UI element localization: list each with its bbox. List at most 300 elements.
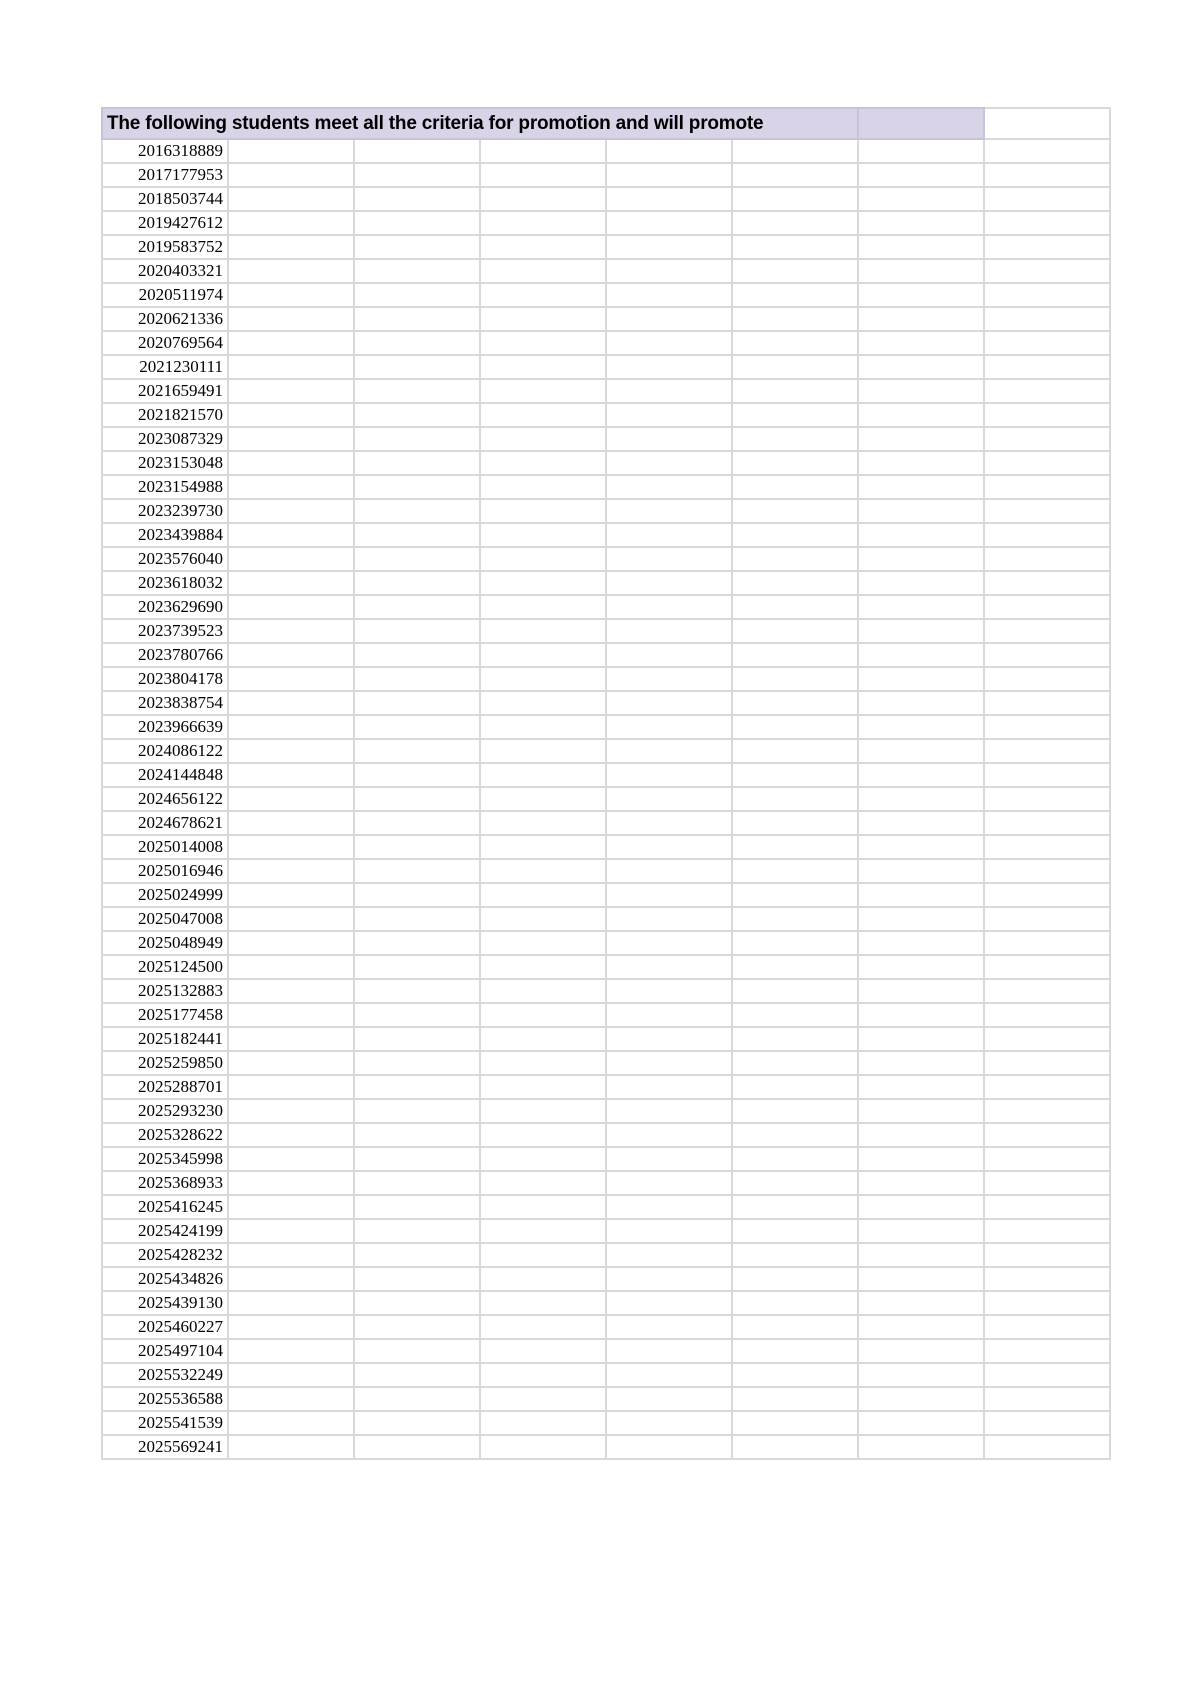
empty-cell[interactable] xyxy=(606,955,732,979)
empty-cell[interactable] xyxy=(984,523,1110,547)
student-id-cell[interactable]: 2023629690 xyxy=(102,595,228,619)
empty-cell[interactable] xyxy=(732,307,858,331)
empty-cell[interactable] xyxy=(606,691,732,715)
empty-cell[interactable] xyxy=(480,1147,606,1171)
empty-cell[interactable] xyxy=(858,259,984,283)
empty-cell[interactable] xyxy=(984,1123,1110,1147)
student-id-cell[interactable]: 2025460227 xyxy=(102,1315,228,1339)
empty-cell[interactable] xyxy=(732,715,858,739)
empty-cell[interactable] xyxy=(228,811,354,835)
empty-cell[interactable] xyxy=(228,1123,354,1147)
empty-cell[interactable] xyxy=(984,643,1110,667)
empty-cell[interactable] xyxy=(732,787,858,811)
empty-cell[interactable] xyxy=(858,979,984,1003)
empty-cell[interactable] xyxy=(606,187,732,211)
empty-cell[interactable] xyxy=(732,355,858,379)
student-id-cell[interactable]: 2020621336 xyxy=(102,307,228,331)
empty-cell[interactable] xyxy=(984,667,1110,691)
empty-cell[interactable] xyxy=(354,1075,480,1099)
empty-cell[interactable] xyxy=(228,163,354,187)
empty-cell[interactable] xyxy=(858,931,984,955)
empty-cell[interactable] xyxy=(858,955,984,979)
empty-cell[interactable] xyxy=(858,859,984,883)
empty-cell[interactable] xyxy=(480,307,606,331)
empty-cell[interactable] xyxy=(606,1051,732,1075)
empty-cell[interactable] xyxy=(984,427,1110,451)
empty-cell[interactable] xyxy=(858,1171,984,1195)
empty-cell[interactable] xyxy=(606,1219,732,1243)
empty-cell[interactable] xyxy=(606,259,732,283)
empty-cell[interactable] xyxy=(606,1387,732,1411)
empty-cell[interactable] xyxy=(858,283,984,307)
student-id-cell[interactable]: 2025345998 xyxy=(102,1147,228,1171)
empty-cell[interactable] xyxy=(732,427,858,451)
empty-cell[interactable] xyxy=(858,499,984,523)
empty-cell[interactable] xyxy=(606,1339,732,1363)
empty-cell[interactable] xyxy=(354,547,480,571)
student-id-cell[interactable]: 2023966639 xyxy=(102,715,228,739)
empty-cell[interactable] xyxy=(354,1387,480,1411)
empty-cell[interactable] xyxy=(354,1363,480,1387)
empty-cell[interactable] xyxy=(984,811,1110,835)
empty-cell[interactable] xyxy=(480,1075,606,1099)
empty-cell[interactable] xyxy=(606,1027,732,1051)
empty-cell[interactable] xyxy=(606,427,732,451)
empty-cell[interactable] xyxy=(732,691,858,715)
empty-cell[interactable] xyxy=(354,235,480,259)
empty-cell[interactable] xyxy=(858,1123,984,1147)
empty-cell[interactable] xyxy=(354,811,480,835)
empty-cell[interactable] xyxy=(354,931,480,955)
empty-cell[interactable] xyxy=(858,403,984,427)
empty-cell[interactable] xyxy=(480,187,606,211)
empty-cell[interactable] xyxy=(984,955,1110,979)
empty-cell[interactable] xyxy=(354,859,480,883)
empty-cell[interactable] xyxy=(858,235,984,259)
empty-cell[interactable] xyxy=(732,1051,858,1075)
empty-cell[interactable] xyxy=(480,739,606,763)
empty-cell[interactable] xyxy=(858,1267,984,1291)
empty-cell[interactable] xyxy=(732,163,858,187)
empty-cell[interactable] xyxy=(480,691,606,715)
empty-cell[interactable] xyxy=(228,931,354,955)
header-cell-empty[interactable] xyxy=(984,108,1110,139)
empty-cell[interactable] xyxy=(228,787,354,811)
empty-cell[interactable] xyxy=(480,379,606,403)
student-id-cell[interactable]: 2025541539 xyxy=(102,1411,228,1435)
empty-cell[interactable] xyxy=(606,235,732,259)
empty-cell[interactable] xyxy=(732,1363,858,1387)
empty-cell[interactable] xyxy=(606,763,732,787)
empty-cell[interactable] xyxy=(732,835,858,859)
empty-cell[interactable] xyxy=(732,523,858,547)
empty-cell[interactable] xyxy=(606,547,732,571)
empty-cell[interactable] xyxy=(732,571,858,595)
empty-cell[interactable] xyxy=(732,643,858,667)
empty-cell[interactable] xyxy=(228,1051,354,1075)
student-id-cell[interactable]: 2019583752 xyxy=(102,235,228,259)
empty-cell[interactable] xyxy=(732,1315,858,1339)
empty-cell[interactable] xyxy=(480,811,606,835)
empty-cell[interactable] xyxy=(984,211,1110,235)
empty-cell[interactable] xyxy=(606,883,732,907)
empty-cell[interactable] xyxy=(354,1435,480,1459)
empty-cell[interactable] xyxy=(732,1387,858,1411)
empty-cell[interactable] xyxy=(606,595,732,619)
empty-cell[interactable] xyxy=(228,451,354,475)
empty-cell[interactable] xyxy=(354,763,480,787)
empty-cell[interactable] xyxy=(606,667,732,691)
empty-cell[interactable] xyxy=(984,1075,1110,1099)
empty-cell[interactable] xyxy=(732,1171,858,1195)
empty-cell[interactable] xyxy=(858,355,984,379)
empty-cell[interactable] xyxy=(858,691,984,715)
empty-cell[interactable] xyxy=(984,307,1110,331)
empty-cell[interactable] xyxy=(480,1027,606,1051)
empty-cell[interactable] xyxy=(228,859,354,883)
empty-cell[interactable] xyxy=(480,403,606,427)
empty-cell[interactable] xyxy=(228,283,354,307)
empty-cell[interactable] xyxy=(984,499,1110,523)
student-id-cell[interactable]: 2025293230 xyxy=(102,1099,228,1123)
empty-cell[interactable] xyxy=(228,403,354,427)
student-id-cell[interactable]: 2025439130 xyxy=(102,1291,228,1315)
empty-cell[interactable] xyxy=(732,595,858,619)
empty-cell[interactable] xyxy=(354,979,480,1003)
empty-cell[interactable] xyxy=(480,331,606,355)
empty-cell[interactable] xyxy=(228,427,354,451)
student-id-cell[interactable]: 2020511974 xyxy=(102,283,228,307)
empty-cell[interactable] xyxy=(858,1195,984,1219)
empty-cell[interactable] xyxy=(984,1051,1110,1075)
empty-cell[interactable] xyxy=(732,139,858,163)
sheet-title[interactable]: The following students meet all the criteria for promotion and will promote xyxy=(102,108,858,139)
empty-cell[interactable] xyxy=(480,1195,606,1219)
empty-cell[interactable] xyxy=(354,1411,480,1435)
student-id-cell[interactable]: 2024144848 xyxy=(102,763,228,787)
student-id-cell[interactable]: 2025047008 xyxy=(102,907,228,931)
empty-cell[interactable] xyxy=(354,211,480,235)
empty-cell[interactable] xyxy=(984,283,1110,307)
empty-cell[interactable] xyxy=(606,787,732,811)
empty-cell[interactable] xyxy=(228,1171,354,1195)
empty-cell[interactable] xyxy=(984,187,1110,211)
empty-cell[interactable] xyxy=(732,763,858,787)
empty-cell[interactable] xyxy=(732,1003,858,1027)
empty-cell[interactable] xyxy=(984,715,1110,739)
student-id-cell[interactable]: 2023153048 xyxy=(102,451,228,475)
empty-cell[interactable] xyxy=(354,1315,480,1339)
empty-cell[interactable] xyxy=(228,331,354,355)
empty-cell[interactable] xyxy=(606,1123,732,1147)
empty-cell[interactable] xyxy=(480,1123,606,1147)
empty-cell[interactable] xyxy=(354,1027,480,1051)
empty-cell[interactable] xyxy=(606,307,732,331)
empty-cell[interactable] xyxy=(354,331,480,355)
empty-cell[interactable] xyxy=(354,139,480,163)
empty-cell[interactable] xyxy=(354,835,480,859)
empty-cell[interactable] xyxy=(354,1051,480,1075)
empty-cell[interactable] xyxy=(354,403,480,427)
empty-cell[interactable] xyxy=(228,523,354,547)
empty-cell[interactable] xyxy=(984,859,1110,883)
empty-cell[interactable] xyxy=(858,163,984,187)
empty-cell[interactable] xyxy=(354,259,480,283)
empty-cell[interactable] xyxy=(228,547,354,571)
empty-cell[interactable] xyxy=(480,163,606,187)
student-id-cell[interactable]: 2019427612 xyxy=(102,211,228,235)
empty-cell[interactable] xyxy=(984,475,1110,499)
empty-cell[interactable] xyxy=(858,475,984,499)
student-id-cell[interactable]: 2024656122 xyxy=(102,787,228,811)
empty-cell[interactable] xyxy=(228,1243,354,1267)
empty-cell[interactable] xyxy=(858,619,984,643)
empty-cell[interactable] xyxy=(606,715,732,739)
empty-cell[interactable] xyxy=(732,1219,858,1243)
empty-cell[interactable] xyxy=(480,475,606,499)
student-id-cell[interactable]: 2025177458 xyxy=(102,1003,228,1027)
empty-cell[interactable] xyxy=(228,1003,354,1027)
student-id-cell[interactable]: 2025532249 xyxy=(102,1363,228,1387)
empty-cell[interactable] xyxy=(480,595,606,619)
student-id-cell[interactable]: 2025416245 xyxy=(102,1195,228,1219)
empty-cell[interactable] xyxy=(858,1003,984,1027)
empty-cell[interactable] xyxy=(228,499,354,523)
empty-cell[interactable] xyxy=(606,907,732,931)
empty-cell[interactable] xyxy=(858,595,984,619)
student-id-cell[interactable]: 2025014008 xyxy=(102,835,228,859)
empty-cell[interactable] xyxy=(858,1387,984,1411)
empty-cell[interactable] xyxy=(606,451,732,475)
student-id-cell[interactable]: 2020769564 xyxy=(102,331,228,355)
empty-cell[interactable] xyxy=(732,955,858,979)
empty-cell[interactable] xyxy=(228,1291,354,1315)
student-id-cell[interactable]: 2025536588 xyxy=(102,1387,228,1411)
empty-cell[interactable] xyxy=(228,211,354,235)
empty-cell[interactable] xyxy=(354,619,480,643)
empty-cell[interactable] xyxy=(984,1027,1110,1051)
empty-cell[interactable] xyxy=(354,187,480,211)
empty-cell[interactable] xyxy=(354,955,480,979)
empty-cell[interactable] xyxy=(732,547,858,571)
student-id-cell[interactable]: 2025016946 xyxy=(102,859,228,883)
empty-cell[interactable] xyxy=(858,331,984,355)
empty-cell[interactable] xyxy=(984,1171,1110,1195)
student-id-cell[interactable]: 2023618032 xyxy=(102,571,228,595)
empty-cell[interactable] xyxy=(606,1315,732,1339)
empty-cell[interactable] xyxy=(228,235,354,259)
empty-cell[interactable] xyxy=(858,379,984,403)
empty-cell[interactable] xyxy=(606,619,732,643)
empty-cell[interactable] xyxy=(984,235,1110,259)
empty-cell[interactable] xyxy=(480,451,606,475)
empty-cell[interactable] xyxy=(480,1243,606,1267)
header-cell-shaded[interactable] xyxy=(858,108,984,139)
empty-cell[interactable] xyxy=(858,427,984,451)
empty-cell[interactable] xyxy=(732,931,858,955)
empty-cell[interactable] xyxy=(732,211,858,235)
empty-cell[interactable] xyxy=(480,1387,606,1411)
empty-cell[interactable] xyxy=(984,1099,1110,1123)
empty-cell[interactable] xyxy=(858,1291,984,1315)
empty-cell[interactable] xyxy=(606,979,732,1003)
empty-cell[interactable] xyxy=(858,211,984,235)
student-id-cell[interactable]: 2023439884 xyxy=(102,523,228,547)
empty-cell[interactable] xyxy=(984,1435,1110,1459)
empty-cell[interactable] xyxy=(732,1147,858,1171)
empty-cell[interactable] xyxy=(354,739,480,763)
empty-cell[interactable] xyxy=(606,403,732,427)
empty-cell[interactable] xyxy=(732,1195,858,1219)
empty-cell[interactable] xyxy=(606,379,732,403)
empty-cell[interactable] xyxy=(354,475,480,499)
empty-cell[interactable] xyxy=(984,1243,1110,1267)
empty-cell[interactable] xyxy=(732,499,858,523)
empty-cell[interactable] xyxy=(480,931,606,955)
empty-cell[interactable] xyxy=(858,787,984,811)
empty-cell[interactable] xyxy=(480,1051,606,1075)
empty-cell[interactable] xyxy=(858,883,984,907)
empty-cell[interactable] xyxy=(606,811,732,835)
empty-cell[interactable] xyxy=(984,1387,1110,1411)
student-id-cell[interactable]: 2024678621 xyxy=(102,811,228,835)
empty-cell[interactable] xyxy=(984,571,1110,595)
empty-cell[interactable] xyxy=(480,235,606,259)
empty-cell[interactable] xyxy=(354,1123,480,1147)
empty-cell[interactable] xyxy=(858,187,984,211)
empty-cell[interactable] xyxy=(732,1291,858,1315)
empty-cell[interactable] xyxy=(732,1267,858,1291)
empty-cell[interactable] xyxy=(858,139,984,163)
empty-cell[interactable] xyxy=(354,1243,480,1267)
empty-cell[interactable] xyxy=(984,931,1110,955)
empty-cell[interactable] xyxy=(354,307,480,331)
student-id-cell[interactable]: 2021659491 xyxy=(102,379,228,403)
empty-cell[interactable] xyxy=(480,547,606,571)
empty-cell[interactable] xyxy=(354,163,480,187)
empty-cell[interactable] xyxy=(732,1123,858,1147)
empty-cell[interactable] xyxy=(984,331,1110,355)
student-id-cell[interactable]: 2020403321 xyxy=(102,259,228,283)
empty-cell[interactable] xyxy=(480,427,606,451)
empty-cell[interactable] xyxy=(858,1075,984,1099)
student-id-cell[interactable]: 2023576040 xyxy=(102,547,228,571)
empty-cell[interactable] xyxy=(228,307,354,331)
empty-cell[interactable] xyxy=(480,1171,606,1195)
empty-cell[interactable] xyxy=(354,379,480,403)
empty-cell[interactable] xyxy=(984,1219,1110,1243)
student-id-cell[interactable]: 2025259850 xyxy=(102,1051,228,1075)
empty-cell[interactable] xyxy=(606,1147,732,1171)
empty-cell[interactable] xyxy=(858,547,984,571)
empty-cell[interactable] xyxy=(354,643,480,667)
empty-cell[interactable] xyxy=(480,835,606,859)
empty-cell[interactable] xyxy=(228,1435,354,1459)
empty-cell[interactable] xyxy=(480,211,606,235)
empty-cell[interactable] xyxy=(606,859,732,883)
empty-cell[interactable] xyxy=(228,643,354,667)
empty-cell[interactable] xyxy=(606,139,732,163)
empty-cell[interactable] xyxy=(228,883,354,907)
empty-cell[interactable] xyxy=(984,739,1110,763)
empty-cell[interactable] xyxy=(480,1363,606,1387)
empty-cell[interactable] xyxy=(606,211,732,235)
empty-cell[interactable] xyxy=(732,1243,858,1267)
empty-cell[interactable] xyxy=(228,1027,354,1051)
student-id-cell[interactable]: 2025182441 xyxy=(102,1027,228,1051)
empty-cell[interactable] xyxy=(606,643,732,667)
empty-cell[interactable] xyxy=(228,907,354,931)
empty-cell[interactable] xyxy=(606,931,732,955)
empty-cell[interactable] xyxy=(354,907,480,931)
empty-cell[interactable] xyxy=(984,451,1110,475)
empty-cell[interactable] xyxy=(228,259,354,283)
student-id-cell[interactable]: 2025497104 xyxy=(102,1339,228,1363)
empty-cell[interactable] xyxy=(480,1099,606,1123)
empty-cell[interactable] xyxy=(732,739,858,763)
empty-cell[interactable] xyxy=(228,715,354,739)
empty-cell[interactable] xyxy=(606,1291,732,1315)
empty-cell[interactable] xyxy=(858,811,984,835)
empty-cell[interactable] xyxy=(732,859,858,883)
empty-cell[interactable] xyxy=(858,1051,984,1075)
empty-cell[interactable] xyxy=(732,667,858,691)
empty-cell[interactable] xyxy=(732,811,858,835)
empty-cell[interactable] xyxy=(228,835,354,859)
student-id-cell[interactable]: 2025124500 xyxy=(102,955,228,979)
empty-cell[interactable] xyxy=(228,739,354,763)
student-id-cell[interactable]: 2023838754 xyxy=(102,691,228,715)
empty-cell[interactable] xyxy=(480,139,606,163)
empty-cell[interactable] xyxy=(228,619,354,643)
empty-cell[interactable] xyxy=(480,1435,606,1459)
empty-cell[interactable] xyxy=(984,163,1110,187)
empty-cell[interactable] xyxy=(480,715,606,739)
empty-cell[interactable] xyxy=(732,331,858,355)
empty-cell[interactable] xyxy=(480,763,606,787)
empty-cell[interactable] xyxy=(858,1219,984,1243)
student-id-cell[interactable]: 2025434826 xyxy=(102,1267,228,1291)
empty-cell[interactable] xyxy=(984,835,1110,859)
empty-cell[interactable] xyxy=(354,715,480,739)
empty-cell[interactable] xyxy=(228,1267,354,1291)
empty-cell[interactable] xyxy=(984,1363,1110,1387)
empty-cell[interactable] xyxy=(984,619,1110,643)
empty-cell[interactable] xyxy=(354,883,480,907)
empty-cell[interactable] xyxy=(606,355,732,379)
empty-cell[interactable] xyxy=(606,1243,732,1267)
empty-cell[interactable] xyxy=(606,1195,732,1219)
empty-cell[interactable] xyxy=(354,451,480,475)
empty-cell[interactable] xyxy=(228,1363,354,1387)
empty-cell[interactable] xyxy=(354,667,480,691)
empty-cell[interactable] xyxy=(480,1411,606,1435)
empty-cell[interactable] xyxy=(858,307,984,331)
empty-cell[interactable] xyxy=(480,859,606,883)
empty-cell[interactable] xyxy=(858,715,984,739)
empty-cell[interactable] xyxy=(732,883,858,907)
empty-cell[interactable] xyxy=(732,1027,858,1051)
student-id-cell[interactable]: 2018503744 xyxy=(102,187,228,211)
empty-cell[interactable] xyxy=(606,1435,732,1459)
empty-cell[interactable] xyxy=(228,475,354,499)
student-id-cell[interactable]: 2021821570 xyxy=(102,403,228,427)
empty-cell[interactable] xyxy=(732,187,858,211)
empty-cell[interactable] xyxy=(858,1099,984,1123)
empty-cell[interactable] xyxy=(858,1363,984,1387)
empty-cell[interactable] xyxy=(984,883,1110,907)
empty-cell[interactable] xyxy=(858,643,984,667)
